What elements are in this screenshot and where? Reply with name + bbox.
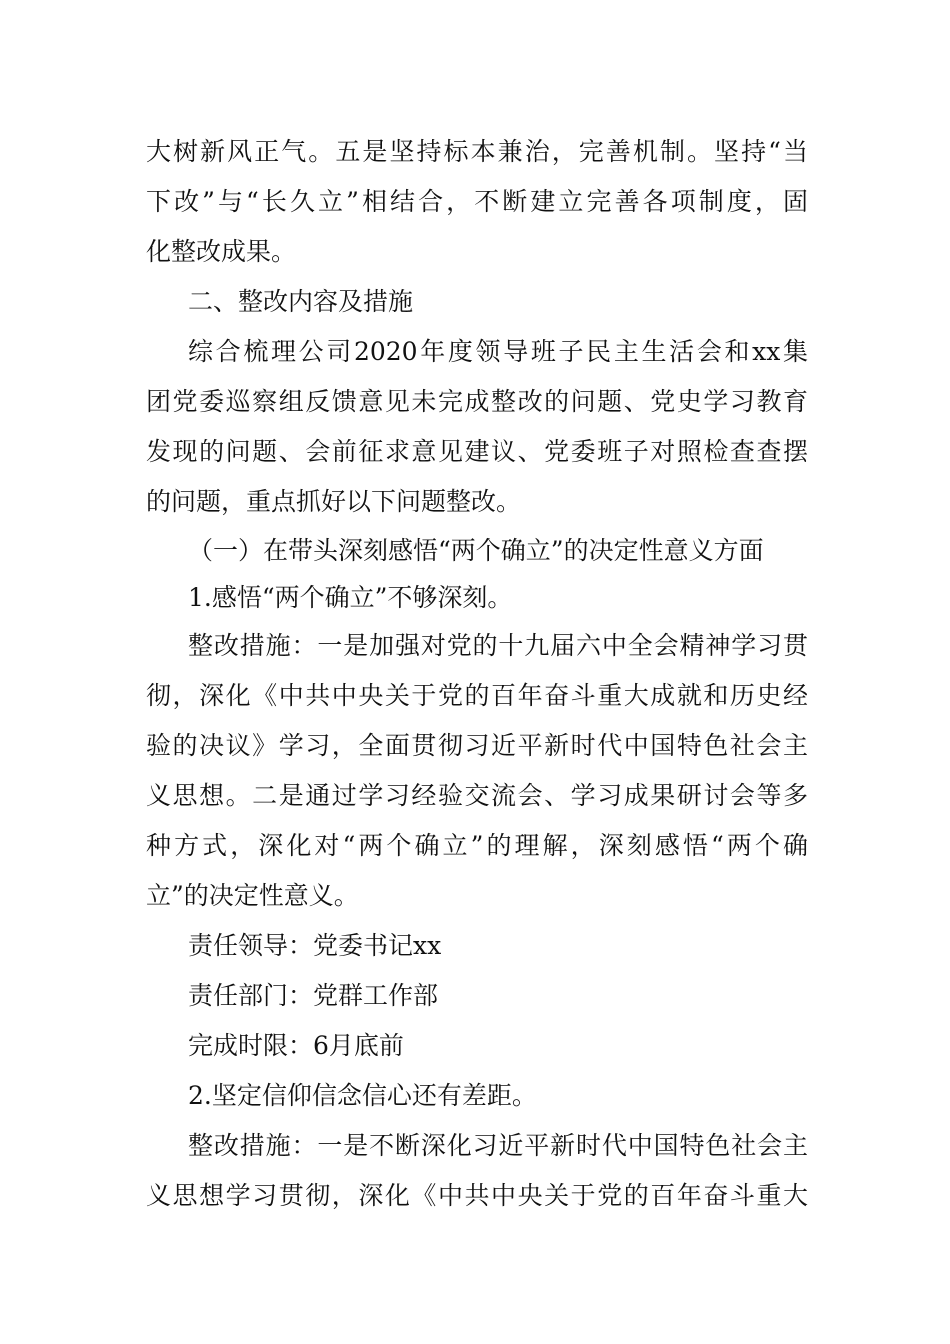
deadline: 完成时限：6月底前 — [188, 1031, 404, 1060]
body-line: 的问题，重点抓好以下问题整改。 — [146, 487, 522, 516]
body-line: 化整改成果。 — [146, 237, 297, 266]
body-line: 义思想。二是通过学习经验交流会、学习成果研讨会等多 — [146, 781, 808, 810]
body-line: 种方式，深化对“两个确立”的理解，深刻感悟“两个确 — [146, 831, 808, 860]
responsible-department: 责任部门：党群工作部 — [188, 981, 439, 1010]
body-line: 团党委巡察组反馈意见未完成整改的问题、党史学习教育 — [146, 387, 808, 416]
body-line: 综合梳理公司2020年度领导班子民主生活会和xx集 — [188, 337, 808, 366]
body-line: 义思想学习贯彻，深化《中共中央关于党的百年奋斗重大 — [146, 1181, 808, 1210]
item-heading: 1.感悟“两个确立”不够深刻。 — [188, 583, 513, 612]
body-line: 下改”与“长久立”相结合，不断建立完善各项制度，固 — [146, 187, 808, 216]
body-line: 大树新风正气。五是坚持标本兼治，完善机制。坚持“当 — [146, 137, 808, 166]
responsible-leader: 责任领导：党委书记xx — [188, 931, 442, 960]
item-heading: 2.坚定信仰信念信心还有差距。 — [188, 1081, 537, 1110]
body-line: 彻，深化《中共中央关于党的百年奋斗重大成就和历史经 — [146, 681, 808, 710]
section-heading: 二、整改内容及措施 — [188, 287, 414, 316]
body-line: 整改措施：一是加强对党的十九届六中全会精神学习贯 — [188, 631, 808, 660]
body-line: 验的决议》学习，全面贯彻习近平新时代中国特色社会主 — [146, 731, 808, 760]
document-body — [146, 127, 808, 1221]
body-line: 发现的问题、会前征求意见建议、党委班子对照检查查摆 — [146, 437, 808, 466]
body-line: 整改措施：一是不断深化习近平新时代中国特色社会主 — [188, 1131, 808, 1160]
subsection-heading: （一）在带头深刻感悟“两个确立”的决定性意义方面 — [188, 536, 764, 565]
body-line: 立”的决定性意义。 — [146, 881, 359, 910]
